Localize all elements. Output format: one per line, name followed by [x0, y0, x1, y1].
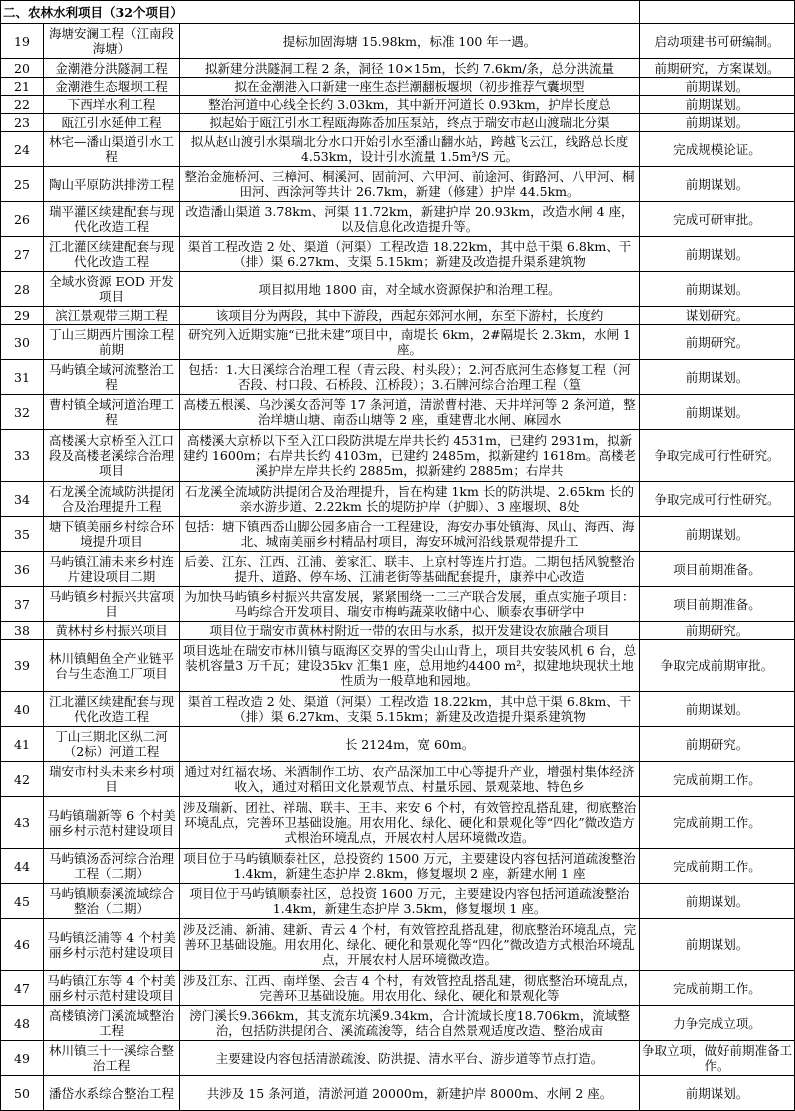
project-description — [180, 692, 640, 727]
project-name-text: 马屿镇全域河流整治工程 — [48, 362, 174, 392]
project-name — [44, 114, 180, 132]
project-status-text: 前期谋划。 — [685, 937, 749, 952]
project-description-text: 高楼五根溪、乌沙溪女岙河等 17 条河道，清淤曹村港、天井垟河等 2 条河道，整治垟塘山塘、南岙山塘等 2 座，重建曹北水闸、麻园水 — [183, 397, 636, 427]
row-number — [1, 237, 44, 272]
row-number-text: 49 — [14, 1050, 30, 1066]
project-description-text: 改造潘山渠道 3.78km、河渠 11.72km，新建护岸 20.93km，改造水闸 4 座，以及信息化改造提升等。 — [185, 204, 634, 234]
project-status-text: 前期谋划。 — [685, 526, 749, 542]
project-description-text: 共涉及 15 条河道，清淤河道 20000m，新建护岸 8000m、水闸 2 座。 — [206, 1085, 613, 1101]
project-status-text: 争取完成前期审批。 — [660, 658, 774, 673]
project-description — [180, 325, 640, 360]
project-description — [180, 622, 640, 640]
project-status — [640, 692, 795, 727]
row-number-text: 19 — [14, 33, 30, 49]
project-description-text: 涉及泛浦、新浦、建新、青云 4 个村，有效管控乱搭乱建，彻底整治环境乱点，完善环卫基础设施。用农用化、绿化、硬化和景观化等“四化”微改造方式根治环境乱点，开展农村人居环境微改造。 — [182, 922, 637, 967]
table-row — [1, 1076, 795, 1111]
section-title: 二、农林水利项目（32个项目） — [1, 1, 640, 24]
project-table-body — [1, 1, 795, 1111]
project-name-text: 马屿镇瑞新等 6 个村美丽乡村示范村建设项目 — [47, 807, 176, 838]
row-number — [1, 622, 44, 640]
project-name-text: 石龙溪全流域防洪提闭合及治理提升工程 — [48, 484, 174, 514]
project-status — [640, 971, 795, 1006]
project-name — [44, 552, 180, 587]
table-row — [1, 482, 795, 517]
row-number — [1, 272, 44, 307]
project-status-text: 力争完成立项。 — [673, 1015, 761, 1031]
table-row — [1, 59, 795, 78]
section-blank-cell — [640, 1, 795, 24]
project-status-text: 完成规模论证。 — [673, 141, 761, 157]
row-number-text: 20 — [14, 60, 30, 76]
row-number — [1, 96, 44, 114]
project-name — [44, 727, 180, 762]
row-number-text: 27 — [14, 246, 30, 262]
project-status — [640, 59, 795, 78]
row-number — [1, 552, 44, 587]
project-status-text: 争取完成可行性研究。 — [654, 448, 780, 463]
project-status — [640, 884, 795, 919]
project-name — [44, 762, 180, 797]
table-row — [1, 430, 795, 482]
project-description-text: 拟起始于瓯江引水工程瓯海陈岙加压泵站，终点于瑞安市赵山渡瑞北分渠 — [209, 115, 610, 130]
table-row — [1, 884, 795, 919]
project-status — [640, 727, 795, 762]
project-name — [44, 24, 180, 59]
project-name — [44, 849, 180, 884]
row-number-text: 43 — [14, 815, 30, 830]
row-number — [1, 727, 44, 762]
table-row — [1, 1041, 795, 1076]
project-description — [180, 395, 640, 430]
project-name — [44, 59, 180, 78]
project-status-text: 前期谋划。 — [685, 281, 749, 297]
table-row — [1, 360, 795, 395]
project-description-text: 滂门溪长9.366km，其支流东坑溪9.34km，合计流域长度18.706km，流域整治，包括防洪提闭合、溪流疏浚等，结合自然景观适度改造、整治成亩 — [189, 1008, 630, 1038]
project-status — [640, 237, 795, 272]
table-row — [1, 325, 795, 360]
project-description-text: 涉及江东、江西、南垟堡、会吉 4 个村，有效管控乱搭乱建，彻底整治环境乱点，完善环卫基础设施。用农用化、绿化、硬化和景观化等 — [182, 973, 637, 1003]
project-name-text: 金潮港生态堰坝工程 — [55, 79, 168, 94]
project-name-text: 瓯江引水延伸工程 — [61, 115, 162, 130]
project-description — [180, 202, 640, 237]
row-number — [1, 167, 44, 202]
row-number-text: 45 — [14, 893, 30, 909]
row-number-text: 40 — [14, 701, 30, 717]
project-description — [180, 797, 640, 849]
project-name-text: 林川镇鲳鱼全产业链平台与生态渔工厂项目 — [48, 650, 174, 681]
table-row — [1, 24, 795, 59]
row-number — [1, 1076, 44, 1111]
row-number-text: 28 — [14, 281, 30, 297]
table-row — [1, 272, 795, 307]
row-number-text: 32 — [14, 404, 30, 420]
project-status — [640, 395, 795, 430]
row-number-text: 38 — [14, 623, 30, 638]
project-name — [44, 622, 180, 640]
project-name-text: 海塘安澜工程（江南段海塘） — [48, 26, 174, 56]
project-name-text: 瑞安市村头未来乡村项目 — [48, 764, 174, 794]
project-name-text: 全域水资源 EOD 开发项目 — [49, 274, 174, 304]
project-status — [640, 114, 795, 132]
row-number-text: 48 — [14, 1015, 30, 1031]
project-description — [180, 360, 640, 395]
project-name — [44, 237, 180, 272]
project-description — [180, 237, 640, 272]
project-name — [44, 971, 180, 1006]
project-status-text: 前期研究。 — [685, 736, 749, 752]
table-row — [1, 1006, 795, 1041]
project-status — [640, 849, 795, 884]
project-name — [44, 325, 180, 360]
project-description-text: 该项目分为两段，其中下游段，西起东郊河水闸，东至下游村，长度约 — [215, 308, 604, 323]
project-description — [180, 552, 640, 587]
row-number-text: 42 — [14, 771, 30, 787]
row-number-text: 29 — [14, 308, 30, 323]
project-description — [180, 482, 640, 517]
row-number-text: 23 — [14, 115, 30, 130]
table-row — [1, 692, 795, 727]
row-number — [1, 395, 44, 430]
project-description-text: 包括：1.大日溪综合治理工程（青云段、村头段）；2.河否底河生态修复工程（河否段、村口段、石桥段、江桥段）；3.石牌河综合治理工程（篁 — [188, 362, 631, 392]
project-status — [640, 919, 795, 971]
project-name — [44, 692, 180, 727]
project-name — [44, 797, 180, 849]
row-number-text: 50 — [14, 1085, 30, 1101]
project-name-text: 林川镇三十一溪综合整治工程 — [48, 1043, 174, 1073]
row-number — [1, 59, 44, 78]
project-status — [640, 762, 795, 797]
table-row — [1, 167, 795, 202]
project-status-text: 前期谋划。 — [685, 115, 749, 130]
project-status — [640, 132, 795, 167]
project-status — [640, 622, 795, 640]
project-description — [180, 114, 640, 132]
project-status-text: 完成可研审批。 — [673, 211, 761, 227]
project-status-text: 前期研究，方案谋划。 — [654, 60, 780, 76]
project-status — [640, 1006, 795, 1041]
table-row — [1, 587, 795, 622]
table-row — [1, 971, 795, 1006]
row-number — [1, 919, 44, 971]
project-name — [44, 272, 180, 307]
project-description — [180, 1076, 640, 1111]
row-number — [1, 762, 44, 797]
row-number-text: 46 — [14, 937, 30, 952]
table-row — [1, 797, 795, 849]
project-name-text: 马屿镇汤岙河综合治理工程（二期） — [48, 851, 174, 881]
project-description — [180, 884, 640, 919]
project-description-text: 为加快马屿镇乡村振兴共富发展，紧紧围绕一二三产联合发展，重点实施子项目：马屿综合开发项目、瑞安市梅屿蔬菜收储中心、顺泰农事研学中 — [184, 589, 635, 619]
project-name-text: 马屿镇江浦未来乡村连片建设项目二期 — [48, 554, 174, 584]
project-description — [180, 167, 640, 202]
row-number-text: 24 — [14, 141, 30, 157]
project-status-text: 前期研究。 — [685, 623, 749, 638]
project-status-text: 完成前期工作。 — [673, 815, 761, 830]
project-description — [180, 971, 640, 1006]
row-number — [1, 884, 44, 919]
project-name-text: 江北灌区续建配套与现代化改造工程 — [48, 694, 174, 724]
project-name-text: 塘下镇美丽乡村综合环境提升项目 — [48, 519, 174, 549]
project-description-text: 拟新建分洪隧洞工程 2 条，洞径 10×15m，长约 7.6km/条，总分洪流量 — [205, 60, 615, 76]
project-name — [44, 884, 180, 919]
project-name-text: 林宅—潘山渠道引水工程 — [48, 134, 174, 164]
project-name-text: 瑞平灌区续建配套与现代化改造工程 — [48, 204, 174, 234]
row-number — [1, 78, 44, 96]
project-description — [180, 78, 640, 96]
row-number — [1, 587, 44, 622]
row-number — [1, 1041, 44, 1076]
project-name — [44, 360, 180, 395]
project-name — [44, 1076, 180, 1111]
project-description-text: 研究列入近期实施“已批未建”项目中，南堤长 6km，2#隔堤长 2.3km，水闸 1 座。 — [188, 327, 631, 357]
project-description-text: 项目位于马屿镇顺泰社区，总投资约 1500 万元，主要建设内容包括河道疏浚整治 1.4km，新建生态护岸 2.8km，修复堰坝 2 座，新建水闸 1 座 — [183, 851, 636, 881]
project-description — [180, 587, 640, 622]
project-description — [180, 59, 640, 78]
project-name — [44, 482, 180, 517]
project-description — [180, 640, 640, 692]
row-number-text: 39 — [14, 658, 30, 673]
project-name — [44, 517, 180, 552]
project-name-text: 潘岱水系综合整治工程 — [48, 1085, 174, 1101]
project-description-text: 项目拟用地 1800 亩，对全域水资源保护和治理工程。 — [258, 281, 561, 297]
row-number-text: 35 — [14, 526, 30, 542]
row-number-text: 30 — [14, 334, 30, 350]
table-row — [1, 78, 795, 96]
row-number — [1, 114, 44, 132]
project-description — [180, 762, 640, 797]
row-number — [1, 24, 44, 59]
project-name-text: 金潮港分洪隧洞工程 — [55, 60, 168, 76]
project-status — [640, 587, 795, 622]
row-number — [1, 325, 44, 360]
project-status-text: 争取立项，做好前期准备工作。 — [642, 1043, 793, 1073]
project-name-text: 马屿镇泛浦等 4 个村美丽乡村示范村建设项目 — [47, 929, 176, 960]
row-number-text: 26 — [14, 211, 30, 227]
project-status-text: 谋划研究。 — [685, 308, 749, 323]
project-description-text: 石龙溪全流域防洪提闭合及治理提升，旨在构建 1km 长的防洪堤、2.65km 长的亲水游步道、2.22km 长的堤防护岸（护脚）、3 座堰坝、8处 — [184, 484, 635, 514]
table-row — [1, 307, 795, 325]
project-description-text: 渠首工程改造 2 处、渠道（河渠）工程改造 18.22km，其中总干渠 6.8km、干（排）渠 6.27km、支渠 5.15km；新建及改造提升渠系建筑物 — [187, 694, 632, 724]
project-status — [640, 482, 795, 517]
row-number — [1, 360, 44, 395]
project-status-text: 前期谋划。 — [685, 404, 749, 420]
project-description-text: 项目选址在瑞安市林川镇与瓯海区交界的雪尖山山背上，项目共安装风机 6 台，总装机容量3 万千瓦；建设35kv 汇集1 座，总用地约4400 m²，拟建地块现状土地性质为一般草地和园地。 — [182, 643, 637, 688]
row-number-text: 22 — [14, 97, 30, 112]
project-name — [44, 430, 180, 482]
project-description-text: 项目位于瑞安市黄林村附近一带的农田与水系，拟开发建设农旅融合项目 — [209, 623, 610, 638]
project-description-text: 拟从赵山渡引水渠瑞北分水口开始引水至潘山翻水站，跨越飞云江，线路总长度 4.53km，设计引水流量 1.5m³/S 元。 — [190, 134, 629, 164]
project-description-text: 高楼溪大京桥以下至入江口段防洪堤左岸共长约 4531m，已建约 2931m，拟新建约 1600m；右岸共长约 4103m，已建约 2485m，拟新建约 1618m。高楼老溪护岸左岸共长约 2885m，拟新建约 2885m；右岸共 — [182, 433, 637, 478]
project-name-text: 黄林村乡村振兴项目 — [55, 623, 168, 638]
project-description — [180, 24, 640, 59]
project-status — [640, 96, 795, 114]
project-status — [640, 167, 795, 202]
table-row — [1, 552, 795, 587]
row-number — [1, 1006, 44, 1041]
row-number — [1, 640, 44, 692]
project-status-text: 前期谋划。 — [685, 893, 749, 909]
project-status-text: 启动项建书可研编制。 — [654, 33, 780, 49]
row-number — [1, 482, 44, 517]
project-name — [44, 132, 180, 167]
project-description-text: 包括：塘下镇西岙山脚公园多庙合一工程建设，海安办事处镇海、凤山、海西、海北、城南美丽乡村精品村项目，海安环城河沿线景观带提升工 — [184, 519, 635, 549]
row-number — [1, 517, 44, 552]
project-description — [180, 517, 640, 552]
project-status-text: 项目前期准备。 — [673, 596, 761, 612]
project-name-text: 丁山三期北区纵二河（2标）河道工程 — [55, 729, 168, 759]
table-row — [1, 622, 795, 640]
project-description-text: 长 2124m，宽 60m。 — [344, 736, 475, 752]
project-status-text: 前期谋划。 — [685, 701, 749, 717]
row-number — [1, 692, 44, 727]
project-description — [180, 96, 640, 114]
row-number-text: 41 — [14, 736, 30, 752]
project-description — [180, 430, 640, 482]
project-name — [44, 1006, 180, 1041]
project-description-text: 涉及瑞新、团社、祥瑞、联丰、王丰、来安 6 个村，有效管控乱搭乱建，彻底整治环境乱点，完善环卫基础设施。用农用化、绿化、硬化和景观化等“四化”微改造方式根治环境乱点，开展农村人居环境微改造。 — [182, 800, 637, 845]
row-number — [1, 202, 44, 237]
row-number-text: 21 — [14, 79, 30, 94]
project-status-text: 前期谋划。 — [685, 246, 749, 262]
project-name-text: 高楼溪大京桥至入江口段及高楼老溪综合治理项目 — [48, 433, 174, 478]
project-description — [180, 727, 640, 762]
project-name-text: 丁山三期西片围涂工程前期 — [48, 327, 174, 357]
table-row — [1, 395, 795, 430]
table-row — [1, 202, 795, 237]
row-number — [1, 849, 44, 884]
project-description-text: 主要建设内容包括清淤疏浚、防洪提、清水平台、游步道等节点打造。 — [215, 1050, 604, 1066]
project-name — [44, 395, 180, 430]
row-number-text: 37 — [14, 596, 30, 612]
project-status — [640, 797, 795, 849]
project-description — [180, 919, 640, 971]
row-number-text: 44 — [14, 858, 30, 874]
table-row — [1, 237, 795, 272]
project-name — [44, 587, 180, 622]
project-status-text: 前期研究。 — [685, 334, 749, 350]
row-number-text: 34 — [14, 491, 30, 507]
project-description — [180, 132, 640, 167]
project-description-text: 整治金施桥河、三樟河、桐溪河、固前河、六甲河、前途河、街路河、八甲河、桐田河、西涂河等共计 26.7km，新建（修建）护岸 44.5km。 — [184, 169, 635, 199]
project-description-text: 拟在金潮港入口新建一座生态拦潮翻板堰坝（初步推荐气囊坝型 — [234, 79, 585, 94]
project-status-text: 前期谋划。 — [685, 97, 749, 112]
project-status — [640, 640, 795, 692]
project-status — [640, 24, 795, 59]
project-name-text: 滨江景观带三期工程 — [55, 308, 168, 323]
project-status-text: 前期谋划。 — [685, 79, 749, 94]
project-name-text: 陶山平原防洪排涝工程 — [48, 176, 174, 192]
project-status-text: 完成前期工作。 — [673, 771, 761, 787]
project-name-text: 马屿镇江东等 4 个村美丽乡村示范村建设项目 — [47, 973, 176, 1003]
project-description-text: 通过对红福农场、米酒制作工坊、农产品深加工中心等提升产业，增强村集体经济收入，通过对稻田文化景观节点、村量乐园、景观菜地、特色乡 — [184, 764, 635, 794]
row-number-text: 47 — [14, 980, 30, 996]
project-name — [44, 202, 180, 237]
project-name-text: 江北灌区续建配套与现代化改造工程 — [48, 239, 174, 269]
project-name-text: 高楼镇滂门溪流域整治工程 — [48, 1008, 174, 1038]
row-number — [1, 132, 44, 167]
project-status — [640, 202, 795, 237]
project-name-text: 下西垟水利工程 — [67, 97, 156, 112]
project-description-text: 项目位于马屿镇顺泰社区，总投资 1600 万元，主要建设内容包括河道疏浚整治 1.4km，新建生态护岸 3.5km，修复堰坝 1 座。 — [189, 886, 630, 916]
row-number-text: 33 — [14, 448, 30, 463]
project-description — [180, 849, 640, 884]
table-row — [1, 640, 795, 692]
table-row — [1, 96, 795, 114]
row-number — [1, 971, 44, 1006]
table-row — [1, 919, 795, 971]
project-description — [180, 1006, 640, 1041]
project-status — [640, 517, 795, 552]
table-row — [1, 132, 795, 167]
project-status — [640, 78, 795, 96]
table-row — [1, 517, 795, 552]
project-name — [44, 640, 180, 692]
project-name — [44, 167, 180, 202]
project-description-text: 后姜、江东、江西、江浦、姜家汇、联丰、上京村等连片打造。二期包括风貌整治提升、道路、停车场、江浦老街等基础配套提升，康养中心改造 — [184, 554, 635, 584]
project-status-text: 前期谋划。 — [685, 369, 749, 385]
project-status-text: 完成前期工作。 — [673, 858, 761, 874]
project-status — [640, 272, 795, 307]
project-name — [44, 78, 180, 96]
project-description — [180, 1041, 640, 1076]
project-status-text: 前期谋划。 — [685, 176, 749, 192]
row-number — [1, 797, 44, 849]
row-number-text: 25 — [14, 176, 30, 192]
row-number-text: 31 — [14, 369, 30, 385]
project-status-text: 前期谋划。 — [685, 1085, 749, 1101]
project-name-text: 马屿镇顺泰溪流域综合整治（二期） — [48, 886, 174, 916]
project-status — [640, 1041, 795, 1076]
table-row — [1, 114, 795, 132]
project-description-text: 提标加固海塘 15.98km，标准 100 年一遇。 — [282, 33, 537, 49]
row-number-text: 36 — [14, 561, 30, 577]
project-description-text: 整治河道中心线全长约 3.03km，其中新开河道长 0.93km，护岸长度总 — [208, 97, 611, 112]
project-description — [180, 307, 640, 325]
project-status-text: 完成前期工作。 — [673, 980, 761, 996]
project-status — [640, 307, 795, 325]
table-row — [1, 849, 795, 884]
project-name — [44, 96, 180, 114]
table-row — [1, 727, 795, 762]
project-description-text: 渠首工程改造 2 处、渠道（河渠）工程改造 18.22km，其中总干渠 6.8km、干（排）渠 6.27km、支渠 5.15km；新建及改造提升渠系建筑物 — [187, 239, 632, 269]
project-name — [44, 1041, 180, 1076]
project-status-text: 争取完成可行性研究。 — [654, 491, 780, 507]
project-status — [640, 552, 795, 587]
project-description — [180, 272, 640, 307]
project-status — [640, 1076, 795, 1111]
section-row — [1, 1, 795, 24]
project-name-text: 马屿镇乡村振兴共富项目 — [48, 589, 174, 619]
project-status-text: 项目前期准备。 — [673, 561, 761, 577]
row-number — [1, 307, 44, 325]
project-status — [640, 325, 795, 360]
project-status — [640, 430, 795, 482]
row-number — [1, 430, 44, 482]
table-row — [1, 762, 795, 797]
project-name — [44, 919, 180, 971]
project-name-text: 曹村镇全域河道治理工程 — [48, 397, 174, 427]
project-status — [640, 360, 795, 395]
project-name — [44, 307, 180, 325]
